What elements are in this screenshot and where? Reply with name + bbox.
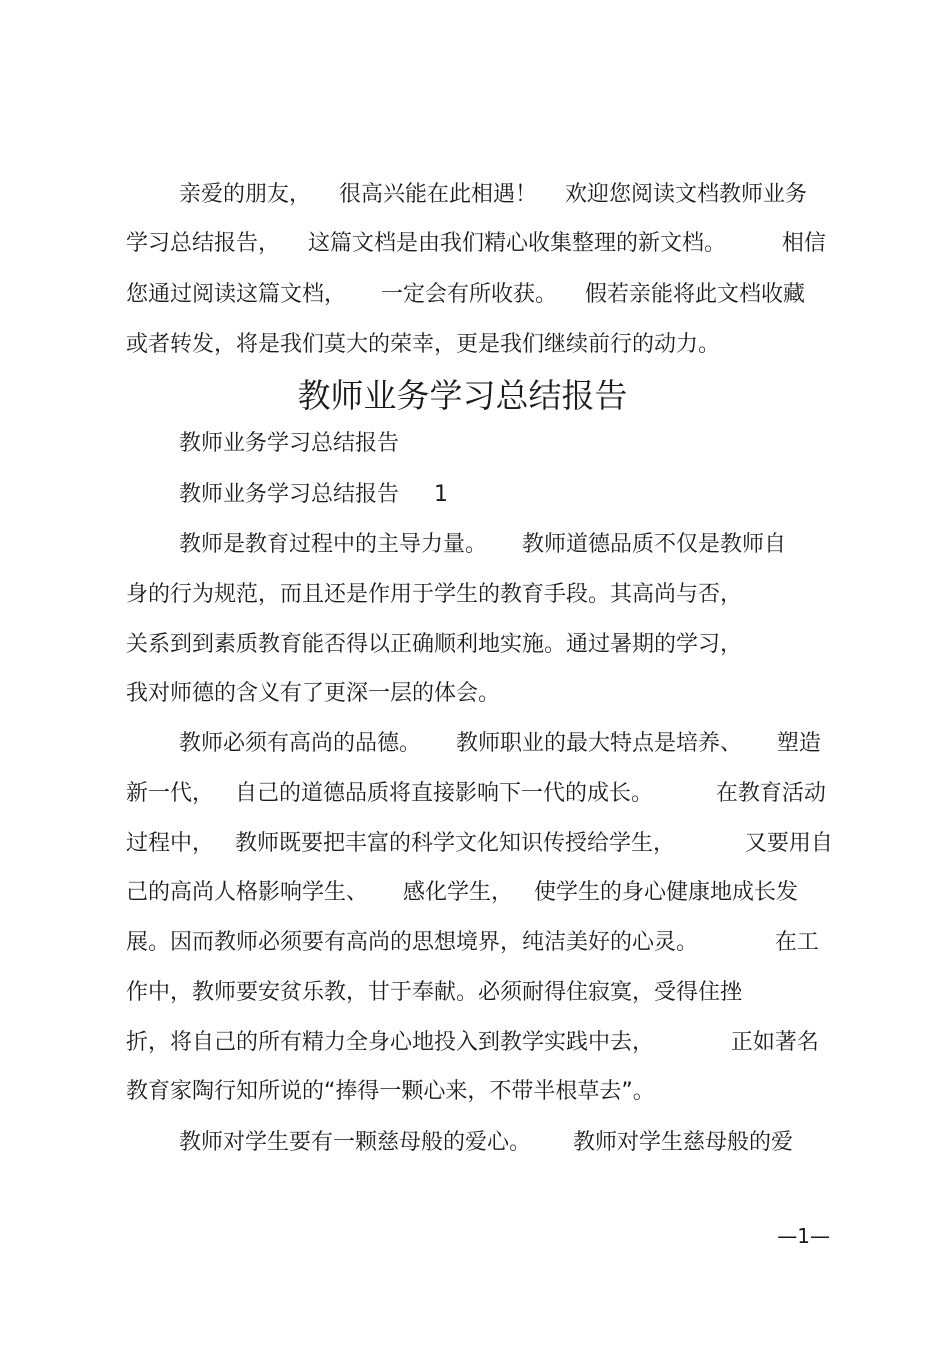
- intro-line: 亲爱的朋友， 很高兴能在此相遇！ 欢迎您阅读文档教师业务: [179, 182, 807, 207]
- intro-line: 您通过阅读这篇文档， 一定会有所收获。 假若亲能将此文档收藏: [126, 282, 805, 307]
- body-line: 己的高尚人格影响学生、 感化学生， 使学生的身心健康地成长发: [126, 880, 798, 905]
- body-line: 新一代， 自己的道德品质将直接影响下一代的成长。 在教育活动: [126, 781, 826, 806]
- body-line: 展。因而教师必须要有高尚的思想境界，纯洁美好的心灵。 在工: [126, 930, 819, 955]
- subheading-numbered: 教师业务学习总结报告 1: [179, 482, 448, 507]
- body-line: 教师是教育过程中的主导力量。 教师道德品质不仅是教师自: [179, 532, 786, 557]
- subheading: 教师业务学习总结报告: [179, 431, 400, 456]
- body-line: 我对师德的含义有了更深一层的体会。: [126, 681, 501, 706]
- intro-line: 或者转发，将是我们莫大的荣幸，更是我们继续前行的动力。: [126, 332, 721, 357]
- body-line: 教师对学生要有一颗慈母般的爱心。 教师对学生慈母般的爱: [179, 1130, 793, 1155]
- body-line: 教师必须有高尚的品德。 教师职业的最大特点是培养、 塑造: [179, 731, 821, 756]
- intro-line: 学习总结报告， 这篇文档是由我们精心收集整理的新文档。 相信: [126, 231, 826, 256]
- body-line: 折，将自己的所有精力全身心地投入到教学实践中去， 正如著名: [126, 1030, 819, 1055]
- body-line: 教育家陶行知所说的“捧得一颗心来，不带半根草去”。: [126, 1079, 655, 1104]
- body-line: 作中，教师要安贫乐教，甘于奉献。必须耐得住寂寞，受得住挫: [126, 980, 743, 1005]
- page-number: —1—: [777, 1224, 830, 1248]
- body-line: 过程中， 教师既要把丰富的科学文化知识传授给学生， 又要用自: [126, 831, 833, 856]
- body-line: 关系到到素质教育能否得以正确顺利地实施。通过暑期的学习，: [126, 632, 743, 657]
- body-line: 身的行为规范，而且还是作用于学生的教育手段。其高尚与否，: [126, 582, 743, 607]
- document-title: 教师业务学习总结报告: [297, 376, 628, 415]
